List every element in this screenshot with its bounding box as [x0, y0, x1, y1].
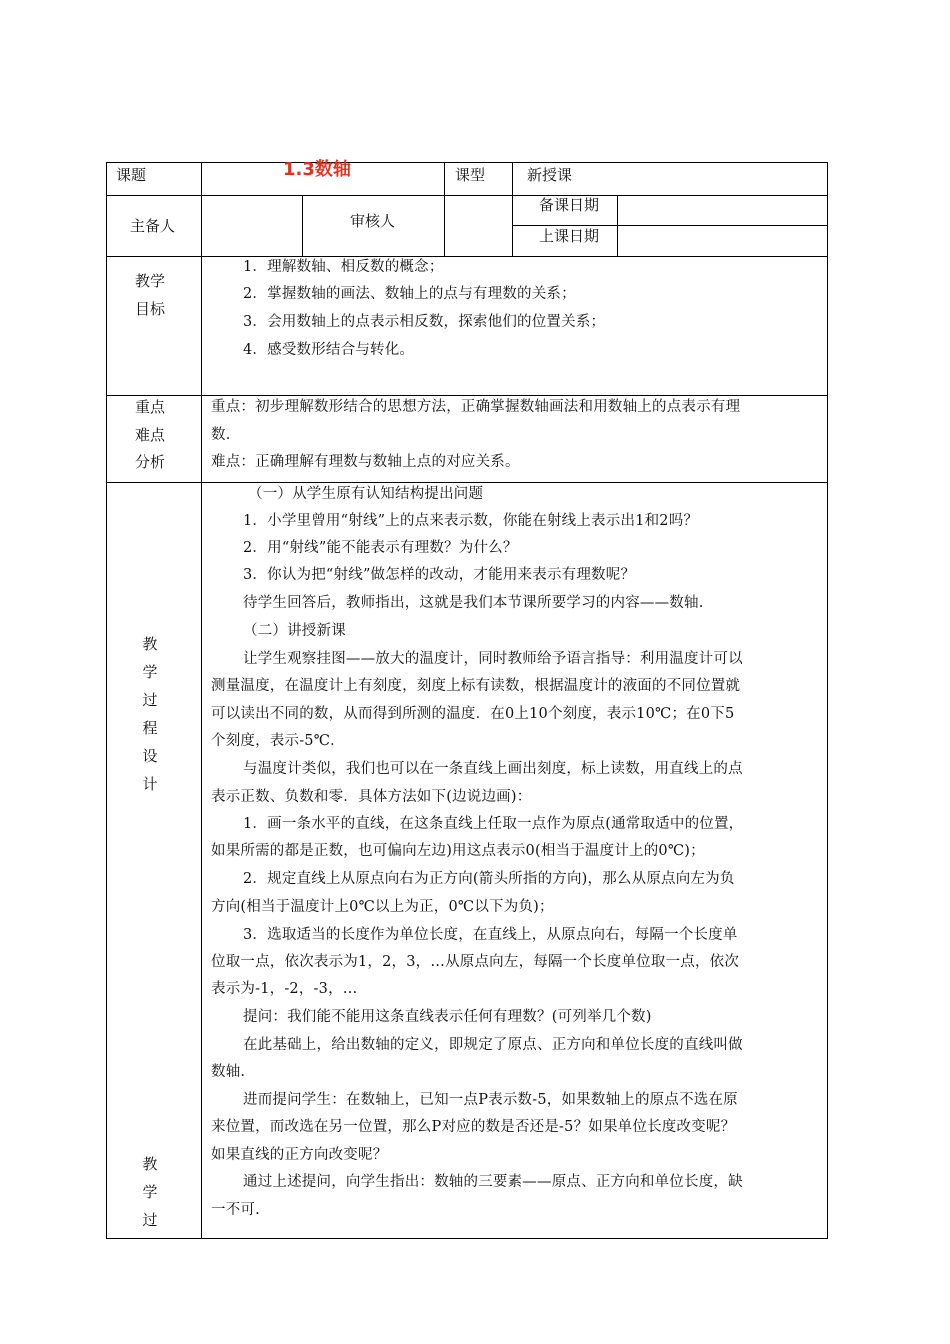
goal-item: 4．感受数形结合与转化。 [243, 342, 415, 358]
page-title: 1.3数轴 [283, 159, 351, 180]
process-line: 表示正数、负数和零．具体方法如下(边说边画)： [211, 789, 532, 805]
process-line: 一不可. [211, 1202, 260, 1218]
process-line: 让学生观察挂图——放大的温度计，同时教师给予语言指导：利用温度计可以 [243, 651, 743, 667]
process-label2-char: 过 [142, 1211, 158, 1229]
class-date-label: 上课日期 [539, 227, 600, 245]
process-line: （一）从学生原有认知结构提出问题 [248, 486, 484, 502]
process-line: 如果所需的都是正数，也可偏向左边)用这点表示0(相当于温度计上的0℃)； [211, 843, 705, 859]
process-label2-char: 教 [142, 1155, 158, 1173]
process-line: 与温度计类似，我们也可以在一条直线上画出刻度，标上读数，用直线上的点 [243, 761, 743, 777]
process-line: 来位置，而改选在另一位置，那么P对应的数是否还是-5？如果单位长度改变呢？ [211, 1119, 736, 1135]
keypoints-label-2: 难点 [135, 426, 166, 444]
process-line: 数轴. [211, 1064, 246, 1080]
process-line: 个刻度，表示-5℃． [211, 733, 345, 749]
process-line: 位取一点，依次表示为1，2，3，…从原点向左，每隔一个长度单位取一点，依次 [211, 954, 740, 970]
process-line: 1．小学里曾用“射线”上的点来表示数，你能在射线上表示出1和2吗？ [243, 513, 699, 529]
goal-item: 3．会用数轴上的点表示相反数，探索他们的位置关系； [243, 314, 606, 330]
goals-label-1: 教学 [135, 272, 166, 290]
type-value: 新授课 [527, 166, 573, 184]
process-label-char: 过 [142, 691, 158, 709]
process-line: 测量温度，在温度计上有刻度，刻度上标有读数，根据温度计的液面的不同位置就 [211, 678, 741, 694]
process-line: 方向(相当于温度计上0℃以上为正，0℃以下为负)； [211, 899, 554, 915]
process-line: 2．用“射线”能不能表示有理数？为什么？ [243, 540, 518, 556]
process-line: 待学生回答后，教师指出，这就是我们本节课所要学习的内容——数轴. [243, 595, 704, 611]
topic-label: 课题 [116, 166, 147, 184]
process-line: 3．选取适当的长度作为单位长度，在直线上，从原点向右，每隔一个长度单 [243, 927, 738, 943]
goals-label-2: 目标 [135, 300, 166, 318]
process-line: 如果直线的正方向改变呢？ [211, 1147, 388, 1163]
keypoint-line: 重点：初步理解数形结合的思想方法，正确掌握数轴画法和用数轴上的点表示有理 [211, 399, 741, 415]
process-line: 表示为-1，-2，-3，… [211, 981, 358, 997]
process-line: 提问：我们能不能用这条直线表示任何有理数？(可列举几个数) [243, 1009, 652, 1025]
process-line: 进而提问学生：在数轴上，已知一点P表示数-5，如果数轴上的原点不选在原 [243, 1092, 738, 1108]
prep-date-label: 备课日期 [539, 196, 600, 214]
process-label-char: 计 [142, 775, 158, 793]
process-label2-char: 学 [142, 1183, 158, 1201]
process-line: 3．你认为把“射线”做怎样的改动，才能用来表示有理数呢？ [243, 567, 636, 583]
preparer-label: 主备人 [130, 217, 176, 235]
reviewer-label: 审核人 [350, 212, 396, 230]
type-label: 课型 [455, 166, 486, 184]
process-line: 通过上述提问，向学生指出：数轴的三要素——原点、正方向和单位长度，缺 [243, 1174, 743, 1190]
process-line: （二）讲授新课 [243, 623, 346, 639]
goal-item: 2．掌握数轴的画法、数轴上的点与有理数的关系； [243, 286, 576, 302]
process-line: 在此基础上，给出数轴的定义，即规定了原点、正方向和单位长度的直线叫做 [243, 1037, 743, 1053]
process-line: 2．规定直线上从原点向右为正方向(箭头所指的方向)，那么从原点向左为负 [243, 871, 735, 887]
goal-item: 1．理解数轴、相反数的概念； [243, 259, 444, 275]
process-label-char: 程 [142, 719, 158, 737]
process-line: 可以读出不同的数，从而得到所测的温度．在0上10个刻度，表示10℃；在0下5 [211, 706, 735, 722]
process-label-char: 设 [142, 747, 158, 765]
process-line: 1．画一条水平的直线，在这条直线上任取一点作为原点(通常取适中的位置， [243, 816, 744, 832]
keypoints-label-1: 重点 [135, 398, 166, 416]
keypoint-line: 数. [211, 427, 231, 443]
keypoint-line: 难点：正确理解有理数与数轴上点的对应关系。 [211, 454, 520, 470]
process-label-char: 学 [142, 663, 158, 681]
process-label-char: 教 [142, 635, 158, 653]
keypoints-label-3: 分析 [135, 453, 166, 471]
